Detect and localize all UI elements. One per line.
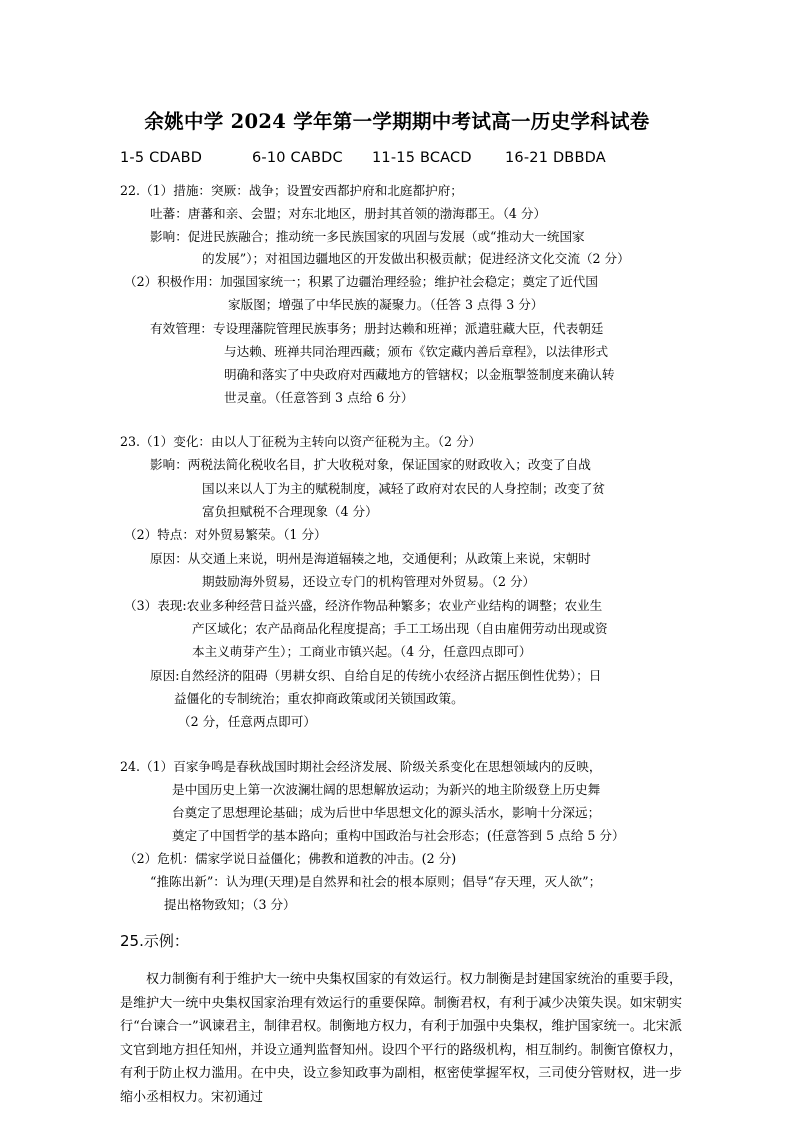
q22-line: （2）积极作用：加强国家统一；积累了边疆治理经验；维护社会稳定；奠定了近代国 [124, 274, 598, 289]
q24-line: 台奠定了思想理论基础；成为后世中华思想文化的源头活水，影响十分深远； [172, 805, 601, 820]
answer-group-11-15: 11-15 BCACD [372, 150, 472, 166]
q25-essay-paragraph: 权力制衡有利于维护大一统中央集权国家的有效运行。权力制衡是封建国家统治的重要手段，是维护大一统中央集权国家治理有效运行的重要保障。制衡君权，有利于减少决策失误。如宋朝实行“台谏合一”讽谏君主，制律君权。制衡地方权力，有利于加强中央集权，维护国家统一。北宋派文官到地方担任知州，并设立通判监督知州。设四个平行的路级机构，相互制约。制衡官僚权力，有利于防止权力滥用。在中央，设立参知政事为副相，枢密使掌握军权，三司使分管财权，进一步缩小丞相权力。宋初通过 [120, 972, 682, 1105]
q23-line: 本主义萌芽产生）；工商业市镇兴起。（4 分，任意四点即可） [192, 644, 532, 659]
q22-line: 22.（1）措施：突厥：战争；设置安西都护府和北庭都护府； [120, 183, 463, 198]
q23-line: 益僵化的专制统治；重农抑商政策或闭关锁国政策。 [174, 691, 464, 706]
answer-group-1-5: 1-5 CDABD [120, 150, 203, 166]
q23-line: 23.（1）变化：由以人丁征税为主转向以资产征税为主。（2 分） [120, 434, 482, 449]
q23-line: 期鼓励海外贸易，还设立专门的机构管理对外贸易。（2 分） [202, 574, 536, 589]
q25-heading: 25.示例： [120, 932, 189, 950]
q23-line: （3）表现:农业多种经营日益兴盛，经济作物品种繁多；农业产业结构的调整；农业生 [124, 598, 603, 613]
q23-line: 原因：从交通上来说，明州是海道辐辏之地，交通便利；从政策上来说，宋朝时 [150, 551, 591, 566]
q22-line: 世灵童。（任意答到 3 点给 6 分） [224, 390, 414, 405]
q22-line: 家版图；增强了中华民族的凝聚力。（任答 3 点得 3 分） [228, 297, 544, 312]
q22-line: 影响：促进民族融合；推动统一多民族国家的巩固与发展（或“推动大一统国家 [150, 229, 585, 244]
q24-line: 是中国历史上第一次波澜壮阔的思想解放运动；为新兴的地主阶级登上历史舞 [172, 782, 601, 797]
answer-group-16-21: 16-21 DBBDA [505, 150, 606, 166]
q24-line: “推陈出新”：认为理(天理)是自然界和社会的根本原则；倡导“存天理，灭人欲”； [150, 874, 602, 889]
q22-line: 明确和落实了中央政府对西藏地方的管辖权；以金瓶掣签制度来确认转 [224, 367, 615, 382]
q23-line: 国以来以人丁为主的赋税制度，减轻了政府对农民的人身控制；改变了贫 [202, 481, 605, 496]
q23-line: （2 分，任意两点即可） [178, 714, 316, 729]
page-title: 余姚中学 2024 学年第一学期期中考试高一历史学科试卷 [144, 110, 650, 133]
q24-line: 提出格物致知；（3 分） [164, 897, 296, 912]
q23-line: 产区域化；农产品商品化程度提高；手工工场出现（自由雇佣劳动出现或资 [192, 621, 608, 636]
q23-line: 富负担赋税不合理现象（4 分） [202, 504, 378, 519]
q24-line: （2）危机：儒家学说日益僵化；佛教和道教的冲击。(2 分) [124, 851, 457, 866]
answer-group-6-10: 6-10 CABDC [252, 150, 343, 166]
q23-line: （2）特点：对外贸易繁荣。（1 分） [124, 527, 327, 542]
q23-line: 影响：两税法简化税收名目，扩大收税对象，保证国家的财政收入；改变了自战 [150, 457, 591, 472]
q22-line: 吐蕃：唐蕃和亲、会盟；对东北地区，册封其首领的渤海郡王。（4 分） [150, 206, 547, 221]
q23-line: 原因:自然经济的阻碍（男耕女织、自给自足的传统小农经济占据压倒性优势）；日 [150, 668, 602, 683]
q24-line: 24.（1）百家争鸣是春秋战国时期社会经济发展、阶级关系变化在思想领域内的反映， [120, 759, 602, 774]
q22-line: 与达赖、班禅共同治理西藏；颁布《钦定藏内善后章程》，以法律形式 [224, 344, 609, 359]
q22-line: 的发展”）；对祖国边疆地区的开发做出积极贡献；促进经济文化交流（2 分） [202, 251, 630, 266]
q24-line: 奠定了中国哲学的基本路向；重构中国政治与社会形态；(任意答到 5 点给 5 分） [172, 828, 625, 843]
q22-line: 有效管理：专设理藩院管理民族事务；册封达赖和班禅；派遣驻藏大臣，代表朝廷 [150, 321, 604, 336]
